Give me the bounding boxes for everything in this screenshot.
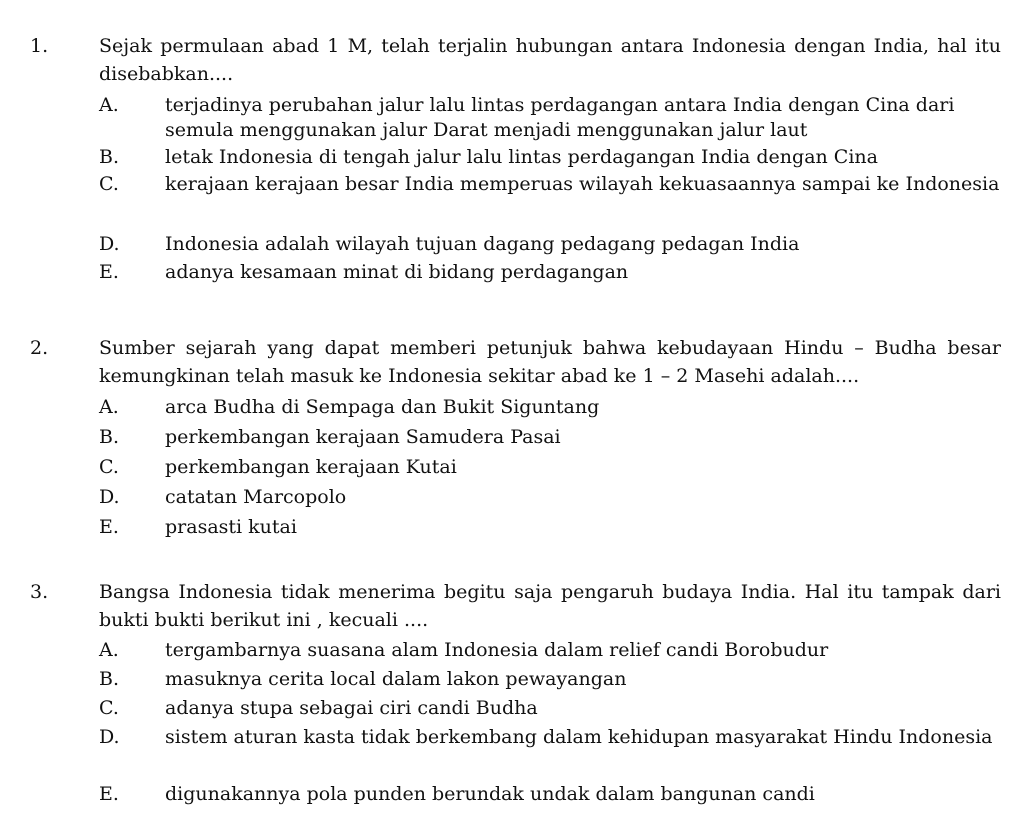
option-c	[0, 694, 1017, 723]
option-text: perkembangan kerajaan Kutai	[165, 456, 457, 478]
question-text: Bangsa Indonesia tidak menerima begitu saja pengaruh budaya India. Hal itu tampak dari bukti bukti berikut ini , kecuali ....	[99, 581, 1001, 631]
option-letter: E.	[99, 783, 119, 805]
option-e	[0, 780, 1017, 808]
option-letter: B.	[99, 668, 120, 690]
option-text: adanya stupa sebagai ciri candi Budha	[165, 697, 538, 719]
options-list	[0, 636, 1017, 808]
option-text: catatan Marcopolo	[165, 486, 347, 508]
question-2	[0, 334, 1017, 394]
option-e	[0, 513, 1017, 543]
option-letter: D.	[99, 726, 120, 748]
option-letter: D.	[99, 486, 120, 508]
option-text: prasasti kutai	[165, 516, 297, 538]
option-b	[0, 423, 1017, 453]
option-letter: C.	[99, 456, 119, 478]
option-b	[0, 143, 1017, 170]
question-3	[0, 578, 1017, 638]
option-letter: A.	[99, 94, 119, 116]
option-d	[0, 723, 1017, 780]
option-text: sistem aturan kasta tidak berkembang dalam kehidupan masyarakat Hindu Indonesia	[165, 726, 993, 748]
option-d	[0, 483, 1017, 513]
option-letter: D.	[99, 233, 120, 255]
option-text: kerajaan kerajaan besar India memperuas wilayah kekuasaannya sampai ke Indonesia	[165, 173, 1000, 195]
option-text: Indonesia adalah wilayah tujuan dagang pedagang pedagan India	[165, 233, 800, 255]
option-letter: C.	[99, 697, 119, 719]
question-text: Sumber sejarah yang dapat memberi petunjuk bahwa kebudayaan Hindu – Budha besar kemungkinan telah masuk ke Indonesia sekitar abad ke 1 – 2 Masehi adalah....	[99, 337, 1001, 387]
option-text: terjadinya perubahan jalur lalu lintas perdagangan antara India dengan Cina dari semula menggunakan jalur Darat menjadi menggunakan jalur laut	[165, 94, 955, 141]
option-text: adanya kesamaan minat di bidang perdagangan	[165, 261, 629, 283]
options-list	[0, 91, 1017, 286]
option-a	[0, 636, 1017, 665]
option-c	[0, 453, 1017, 483]
option-b	[0, 665, 1017, 694]
option-text: digunakannya pola punden berundak undak dalam bangunan candi	[165, 783, 815, 805]
option-letter: B.	[99, 146, 120, 168]
option-letter: B.	[99, 426, 120, 448]
option-text: masuknya cerita local dalam lakon pewayangan	[165, 668, 627, 690]
option-text: perkembangan kerajaan Samudera Pasai	[165, 426, 561, 448]
option-a	[0, 91, 1017, 143]
option-letter: E.	[99, 516, 119, 538]
option-a	[0, 393, 1017, 423]
option-text: arca Budha di Sempaga dan Bukit Siguntang	[165, 396, 600, 418]
question-number: 1.	[30, 35, 49, 57]
option-c	[0, 170, 1017, 230]
question-text: Sejak permulaan abad 1 M, telah terjalin hubungan antara Indonesia dengan India, hal itu disebabkan....	[99, 35, 1001, 85]
options-list	[0, 393, 1017, 543]
option-letter: C.	[99, 173, 119, 195]
option-letter: A.	[99, 639, 119, 661]
option-d	[0, 230, 1017, 258]
option-text: letak Indonesia di tengah jalur lalu lintas perdagangan India dengan Cina	[165, 146, 878, 168]
option-letter: E.	[99, 261, 119, 283]
option-letter: A.	[99, 396, 119, 418]
question-number: 3.	[30, 581, 49, 603]
option-e	[0, 258, 1017, 286]
question-1	[0, 32, 1017, 92]
question-number: 2.	[30, 337, 49, 359]
option-text: tergambarnya suasana alam Indonesia dalam relief candi Borobudur	[165, 639, 829, 661]
